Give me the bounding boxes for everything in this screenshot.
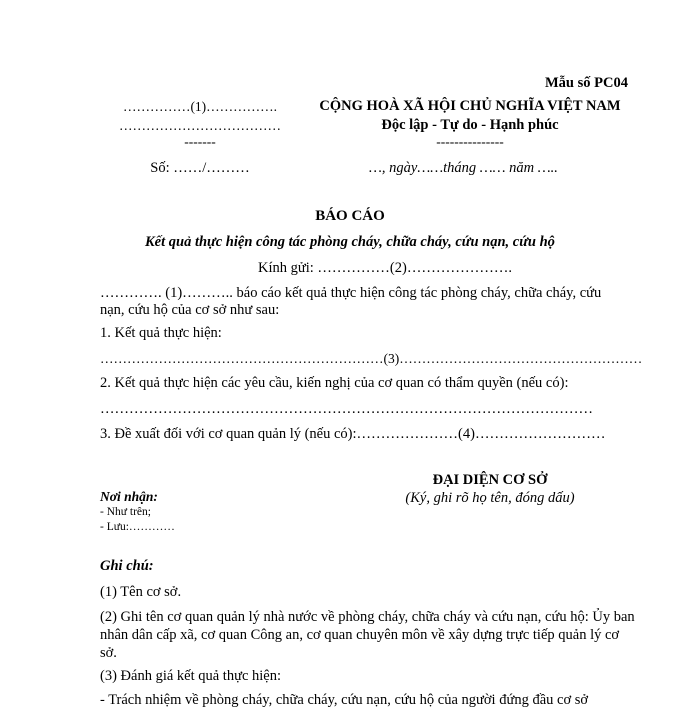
section-1-heading: 1. Kết quả thực hiện: [100, 325, 222, 341]
section-3-heading: 3. Đề xuất đối với cơ quan quản lý (nếu có):…………………(4)……………………… [100, 426, 606, 442]
signature-note: (Ký, ghi rõ họ tên, đóng dấu) [405, 490, 575, 506]
recipient-line: - Lưu:………… [100, 521, 175, 533]
date-line: …, ngày……tháng …… năm ….. [369, 160, 558, 176]
note-2: (2) Ghi tên cơ quan quản lý nhà nước về phòng cháy, chữa cháy và cứu nạn, cứu hộ: Ủy ban nhân dân cấp xã, cơ quan Công an, cơ quan chuyên môn về xây dựng trực tiếp quản lý cơ sở. [100, 609, 635, 661]
note-4: - Trách nhiệm về phòng cháy, chữa cháy, cứu nạn, cứu hộ của người đứng đầu cơ sở [100, 692, 589, 708]
report-title: BÁO CÁO [315, 208, 385, 224]
section-2-heading: 2. Kết quả thực hiện các yêu cầu, kiến nghị của cơ quan có thẩm quyền (nếu có): [100, 375, 569, 391]
addressee-line: Kính gửi: ……………(2)…………………. [258, 260, 512, 276]
agency-divider: ------- [184, 134, 216, 149]
signature-title: ĐẠI DIỆN CƠ SỞ [432, 472, 548, 488]
note-3: (3) Đánh giá kết quả thực hiện: [100, 668, 281, 684]
recipients-title: Nơi nhận: [100, 489, 158, 504]
recipient-line: - Như trên; [100, 506, 151, 518]
agency-name-line-2: ……………………………… [119, 118, 281, 133]
intro-paragraph: …………. (1)……….. báo cáo kết quả thực hiện công tác phòng cháy, chữa cháy, cứu nạn, cứu hộ của cơ sở như sau: [100, 285, 602, 318]
report-subtitle: Kết quả thực hiện công tác phòng cháy, chữa cháy, cứu nạn, cứu hộ [145, 234, 555, 250]
section-1-fill: ………………………………………………………(3)……………………………………………… [100, 351, 643, 366]
agency-name-line: ……………(1)……………. [122, 99, 278, 114]
motto: Độc lập - Tự do - Hạnh phúc [381, 117, 559, 133]
motto-divider: --------------- [436, 134, 504, 149]
nation-title: CỘNG HOÀ XÃ HỘI CHỦ NGHĨA VIỆT NAM [319, 98, 621, 114]
document-number: Số: ……/……… [150, 160, 250, 176]
section-2-fill: ………………………………………………………………………………………… [100, 401, 593, 417]
form-number: Mẫu số PC04 [545, 75, 628, 91]
note-1: (1) Tên cơ sở. [100, 584, 182, 600]
notes-title: Ghi chú: [100, 558, 154, 574]
